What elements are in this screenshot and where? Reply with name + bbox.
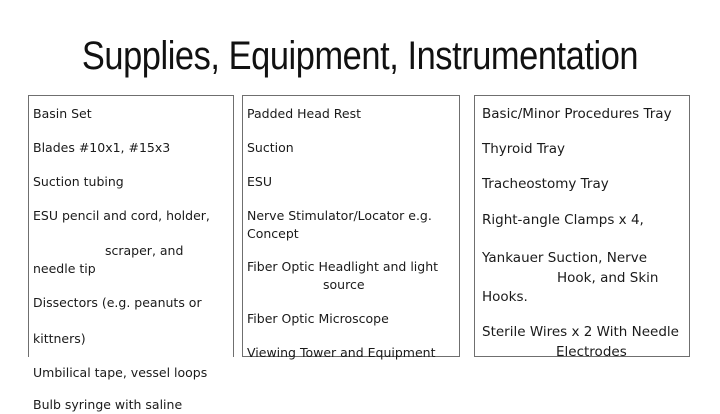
slide-title: Supplies, Equipment, Instrumentation [81, 34, 639, 78]
instrument-thyroid-tray: Thyroid Tray [482, 141, 565, 157]
equipment-esu: ESU [247, 174, 272, 189]
supplies-esu-line3: needle tip [33, 261, 96, 276]
instrument-yankauer-line1: Yankauer Suction, Nerve [482, 250, 648, 266]
supplies-umbilical-tape: Umbilical tape, vessel loops [33, 365, 208, 380]
equipment-suction: Suction [247, 140, 294, 155]
instrument-yankauer-line2: Hook, and Skin [557, 270, 659, 286]
instrument-sterile-wires-line2: Electrodes [556, 344, 627, 360]
supplies-dissectors-line1: Dissectors (e.g. peanuts or [33, 295, 202, 310]
supplies-esu-line1: ESU pencil and cord, holder, [33, 208, 210, 223]
equipment-nerve-stimulator-line2: Concept [247, 226, 299, 241]
equipment-headlight-line2: source [323, 277, 365, 292]
instrument-tracheostomy-tray: Tracheostomy Tray [482, 176, 609, 192]
instrument-sterile-wires-line1: Sterile Wires x 2 With Needle [482, 324, 679, 340]
instrumentation-box [474, 95, 690, 360]
equipment-viewing-tower: Viewing Tower and Equipment [247, 345, 436, 360]
equipment-microscope: Fiber Optic Microscope [247, 311, 389, 326]
instrument-right-angle-clamps: Right-angle Clamps x 4, [482, 212, 644, 228]
equipment-nerve-stimulator-line1: Nerve Stimulator/Locator e.g. [247, 208, 432, 223]
instrument-basic-tray: Basic/Minor Procedures Tray [482, 106, 672, 122]
equipment-head-rest: Padded Head Rest [247, 106, 361, 121]
supplies-suction-tubing: Suction tubing [33, 174, 124, 189]
equipment-box [242, 95, 460, 360]
supplies-blades: Blades #10x1, #15x3 [33, 140, 171, 155]
supplies-esu-line2: scraper, and [105, 243, 184, 258]
supplies-bulb-syringe: Bulb syringe with saline [33, 397, 183, 412]
supplies-dissectors-line2: kittners) [33, 331, 86, 346]
supplies-basin-set: Basin Set [33, 106, 92, 121]
equipment-headlight-line1: Fiber Optic Headlight and light [247, 259, 439, 274]
instrument-yankauer-line3: Hooks. [482, 289, 528, 305]
supplies-box [28, 95, 234, 412]
